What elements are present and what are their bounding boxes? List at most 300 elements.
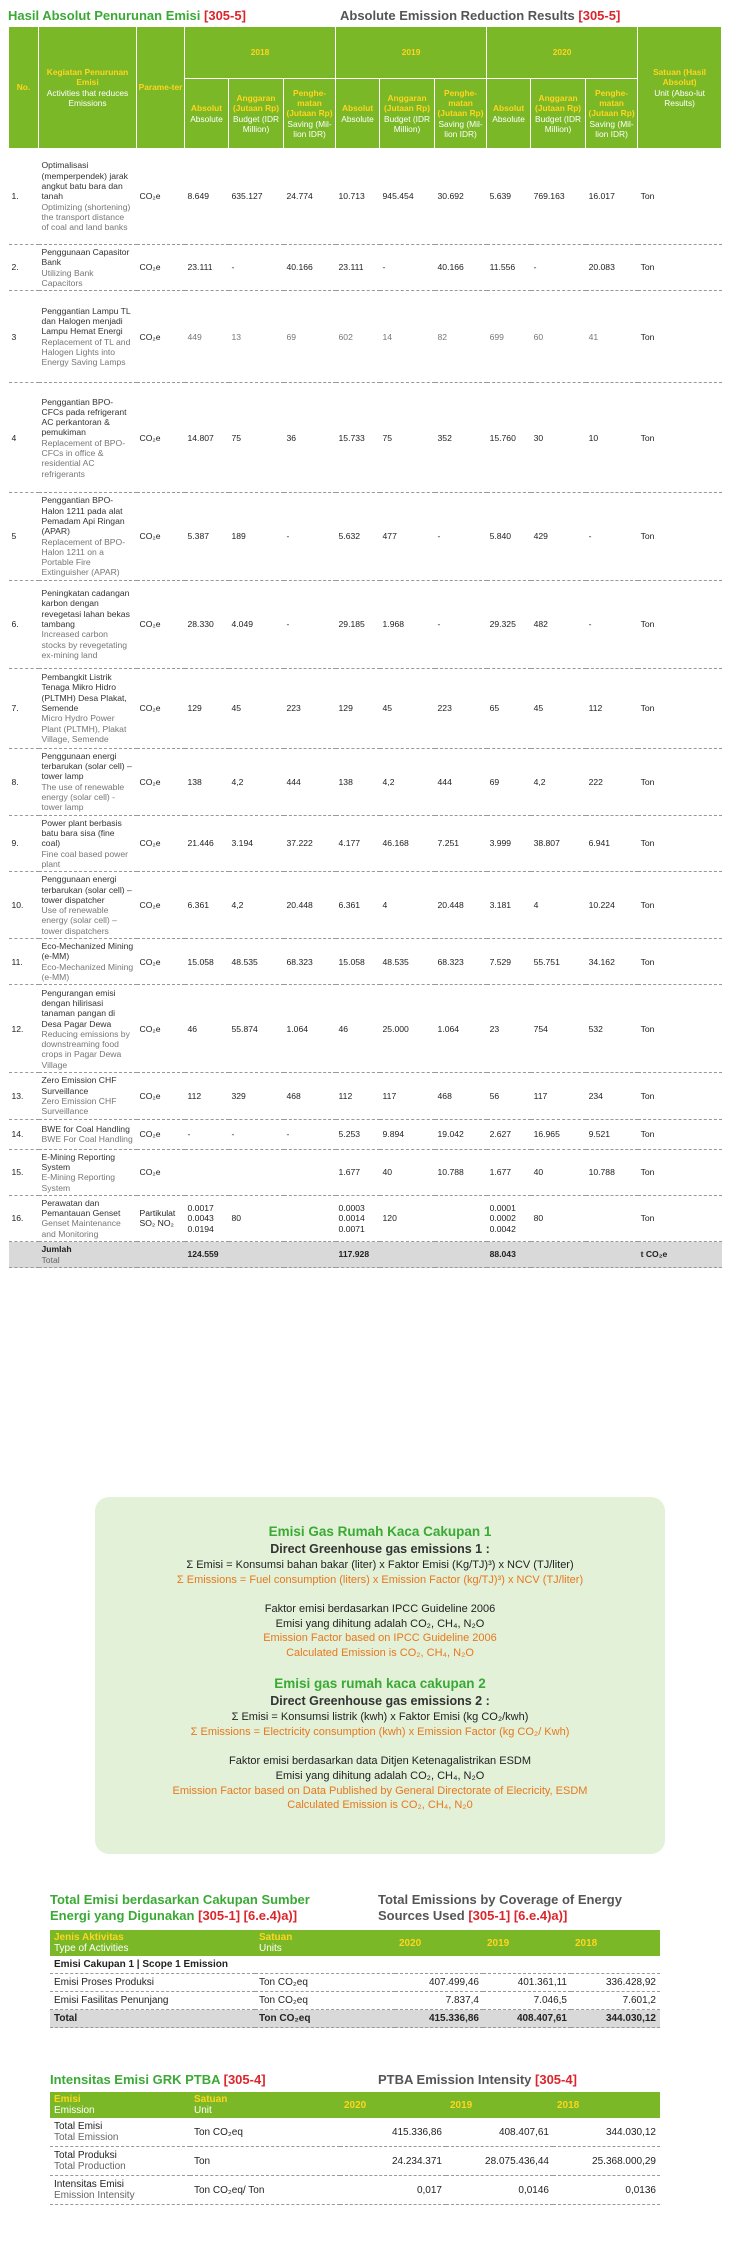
row-value: 138 [336, 748, 380, 815]
scope2-note-1: Faktor emisi berdasarkan data Ditjen Ketenagalistrikan ESDM [228, 1754, 532, 1767]
scope1-note-2: Emisi yang dihitung adalah CO₂, CH₄, N₂O [275, 1617, 485, 1630]
row-value: - [284, 580, 336, 668]
t2-total-row [50, 2010, 660, 2028]
header-activity: Kegiatan Penurunan Emisi Activities that reduces Emissions [39, 27, 137, 149]
row-value: 40 [380, 1149, 435, 1195]
table-row [50, 1992, 660, 2010]
row-value: 7.529 [487, 939, 531, 985]
table-row [9, 1195, 722, 1241]
row-activity: Pengurangan emisi dengan hilirisasi tanaman pangan di Desa Pagar Dewa Reducing emissions by downstreaming food crops in Pagar Dewa Village [39, 985, 137, 1073]
table-row [9, 1073, 722, 1119]
row-value: 4,2 [380, 748, 435, 815]
row-value: 16.965 [531, 1119, 586, 1149]
t3-cell: 24.234.371 [340, 2147, 446, 2176]
row-parameter: CO₂e [137, 245, 185, 291]
row-value: - [185, 1119, 229, 1149]
t3-header-emission: Emisi Emission [50, 2092, 190, 2118]
t3-cell: 0,0136 [553, 2176, 660, 2205]
row-value: 129 [185, 668, 229, 748]
row-value: 112 [586, 668, 638, 748]
row-value: 30.692 [435, 149, 487, 245]
row-value: 13 [229, 291, 284, 383]
row-parameter: CO₂e [137, 668, 185, 748]
row-value: 3.181 [487, 872, 531, 939]
t2-cell: 7.046,5 [483, 1992, 571, 2010]
table-row [9, 580, 722, 668]
t3-cell: 0,0146 [446, 2176, 553, 2205]
row-no: 12. [9, 985, 39, 1073]
row-value: 25.000 [380, 985, 435, 1073]
table-row [9, 493, 722, 581]
row-value: 45 [229, 668, 284, 748]
row-value [229, 1149, 284, 1195]
row-value: 55.751 [531, 939, 586, 985]
t2-cell: 407.499,46 [395, 1974, 483, 1992]
row-value: 15.760 [487, 383, 531, 493]
t3-row-name: Total Produksi Total Production [50, 2147, 190, 2176]
row-parameter: CO₂e [137, 1149, 185, 1195]
row-activity: Perawatan dan Pemantauan Genset Genset Maintenance and Monitoring [39, 1195, 137, 1241]
scope1-note-1: Faktor emisi berdasarkan IPCC Guideline 2006 [264, 1602, 496, 1615]
row-value: 222 [586, 748, 638, 815]
subheader-budget: Anggaran (Jutaan Rp) Budget (IDR Million) [229, 79, 284, 149]
row-parameter: CO₂e [137, 580, 185, 668]
row-value: 23 [487, 985, 531, 1073]
row-value: 45 [380, 668, 435, 748]
subheader-saving: Penghe-matan (Jutaan Rp) Saving (Mil-lion IDR) [435, 79, 487, 149]
subheader-saving: Penghe-matan (Jutaan Rp) Saving (Mil-lion IDR) [284, 79, 336, 149]
row-activity: Eco-Mechanized Mining (e-MM) Eco-Mechanized Mining (e-MM) [39, 939, 137, 985]
row-activity: Penggunaan energi terbarukan (solar cell) – tower dispatcher Use of renewable energy (solar cell) – tower dispatchers [39, 872, 137, 939]
row-no: 15. [9, 1149, 39, 1195]
row-value: 40.166 [435, 245, 487, 291]
row-value: 112 [185, 1073, 229, 1119]
scope2-heading-en: Direct Greenhouse gas emissions 2 : [270, 1694, 490, 1709]
row-value: 56 [487, 1073, 531, 1119]
row-value: 48.535 [229, 939, 284, 985]
section1-title-en: Absolute Emission Reduction Results [305-5] [340, 8, 621, 23]
row-value: 4.049 [229, 580, 284, 668]
table-row [9, 383, 722, 493]
row-value: 1.968 [380, 580, 435, 668]
table-row [9, 1149, 722, 1195]
row-value: 4 [380, 872, 435, 939]
row-value: 6.941 [586, 815, 638, 872]
row-value: 23.111 [185, 245, 229, 291]
table-row [9, 985, 722, 1073]
row-value: 5.253 [336, 1119, 380, 1149]
total-label: Jumlah Total [39, 1242, 137, 1268]
row-value: 5.840 [487, 493, 531, 581]
t3-header-unit: Satuan Unit [190, 2092, 340, 2118]
row-value: 23.111 [336, 245, 380, 291]
t2-row-name: Emisi Proses Produksi [50, 1974, 255, 1992]
row-value [435, 1195, 487, 1241]
row-value: 223 [284, 668, 336, 748]
subheader-budget: Anggaran (Jutaan Rp) Budget (IDR Million) [531, 79, 586, 149]
t3-cell: 408.407,61 [446, 2118, 553, 2147]
row-value: 5.632 [336, 493, 380, 581]
row-value: 189 [229, 493, 284, 581]
scope1-note-4: Calculated Emission is CO₂, CH₄, N₂O [286, 1647, 474, 1660]
row-value: 20.083 [586, 245, 638, 291]
row-value: 15.058 [185, 939, 229, 985]
row-no: 5 [9, 493, 39, 581]
row-value: 0.0017 0.0043 0.0194 [185, 1195, 229, 1241]
row-value: - [380, 245, 435, 291]
emission-reduction-table [8, 26, 722, 1268]
t3-header-2018: 2018 [553, 2092, 660, 2118]
row-value: - [435, 493, 487, 581]
row-value: 60 [531, 291, 586, 383]
t3-cell: 28.075.436,44 [446, 2147, 553, 2176]
row-parameter: CO₂e [137, 815, 185, 872]
row-value: 4,2 [229, 872, 284, 939]
row-parameter: CO₂e [137, 291, 185, 383]
row-value: 40.166 [284, 245, 336, 291]
row-no: 16. [9, 1195, 39, 1241]
t3-cell: 0,017 [340, 2176, 446, 2205]
scope1-heading: Emisi Gas Rumah Kaca Cakupan 1 [268, 1524, 492, 1539]
row-no: 13. [9, 1073, 39, 1119]
table-row [9, 1119, 722, 1149]
row-value: 1.064 [284, 985, 336, 1073]
row-parameter: Partikulat SO₂ NO₂ [137, 1195, 185, 1241]
row-value [586, 1195, 638, 1241]
header-year-2019: 2019 [336, 27, 487, 79]
row-value: 40 [531, 1149, 586, 1195]
table-row [50, 2118, 660, 2147]
scope1-note-3: Emission Factor based on IPCC Guideline 2006 [263, 1632, 497, 1645]
table-row [9, 939, 722, 985]
scope1-formula-id: Σ Emisi = Konsumsi bahan bakar (liter) x Faktor Emisi (Kg/TJ)³) x NCV (TJ/liter) [186, 1559, 574, 1572]
t2-total-cell: 415.336,86 [395, 2010, 483, 2028]
row-value: 6.361 [336, 872, 380, 939]
row-value: 14 [380, 291, 435, 383]
scope2-heading: Emisi gas rumah kaca cakupan 2 [274, 1676, 486, 1692]
row-value: 9.521 [586, 1119, 638, 1149]
row-value: 69 [487, 748, 531, 815]
row-value: 9.894 [380, 1119, 435, 1149]
t2-header-2020: 2020 [395, 1930, 483, 1956]
row-value: 8.649 [185, 149, 229, 245]
scope2-note-3: Emission Factor based on Data Published by General Directorate of Elecricity, ESDM [172, 1784, 588, 1797]
row-value: - [284, 493, 336, 581]
row-no: 11. [9, 939, 39, 985]
row-value: 80 [531, 1195, 586, 1241]
row-value: 37.222 [284, 815, 336, 872]
row-activity: Pembangkit Listrik Tenaga Mikro Hidro (PLTMH) Desa Plakat, Semende Micro Hydro Power Plant (PLTMH), Plakat Village, Semende [39, 668, 137, 748]
row-parameter: CO₂e [137, 985, 185, 1073]
row-value: 532 [586, 985, 638, 1073]
row-value: 2.627 [487, 1119, 531, 1149]
row-parameter: CO₂e [137, 149, 185, 245]
row-value: 4 [531, 872, 586, 939]
row-value: 10.713 [336, 149, 380, 245]
row-unit: Ton [638, 1119, 722, 1149]
row-activity: Penggantian BPO-Halon 1211 pada alat Pemadam Api Ringan (APAR) Replacement of BPO-Halon 1211 on a Portable Fire Extinguisher (APAR) [39, 493, 137, 581]
row-value: 468 [435, 1073, 487, 1119]
row-no: 7. [9, 668, 39, 748]
row-value: 11.556 [487, 245, 531, 291]
row-activity: BWE for Coal Handling BWE For Coal Handling [39, 1119, 137, 1149]
row-value: 429 [531, 493, 586, 581]
row-value: - [586, 493, 638, 581]
row-value: 120 [380, 1195, 435, 1241]
row-value: 0.0003 0.0014 0.0071 [336, 1195, 380, 1241]
row-no: 14. [9, 1119, 39, 1149]
table-row [9, 149, 722, 245]
row-value: 1.677 [487, 1149, 531, 1195]
scope2-formula-id: Σ Emisi = Konsumsi listrik (kwh) x Faktor Emisi (kg CO₂/kwh) [231, 1711, 529, 1724]
row-activity: Penggunaan Capasitor Bank Utilizing Bank Capacitors [39, 245, 137, 291]
row-value: - [435, 580, 487, 668]
row-unit: Ton [638, 872, 722, 939]
t2-row-unit: Ton CO₂eq [255, 1992, 395, 2010]
row-value: 41 [586, 291, 638, 383]
row-activity: Zero Emission CHF Surveillance Zero Emission CHF Surveillance [39, 1073, 137, 1119]
row-value: 6.361 [185, 872, 229, 939]
row-value: 21.446 [185, 815, 229, 872]
row-value: 482 [531, 580, 586, 668]
row-value: 14.807 [185, 383, 229, 493]
section2-title-en: Total Emissions by Coverage of Energy Sources Used [305-1] [6.e.4)a)] [378, 1892, 622, 1924]
row-unit: Ton [638, 815, 722, 872]
row-value: 38.807 [531, 815, 586, 872]
row-value: 36 [284, 383, 336, 493]
row-value: 75 [380, 383, 435, 493]
t2-total-cell: 344.030,12 [571, 2010, 660, 2028]
row-value: 3.999 [487, 815, 531, 872]
t3-header-2020: 2020 [340, 2092, 446, 2118]
row-value: 138 [185, 748, 229, 815]
total-row [9, 1242, 722, 1268]
section3-title-en: PTBA Emission Intensity [305-4] [378, 2072, 577, 2087]
row-unit: Ton [638, 493, 722, 581]
t3-row-unit: Ton CO₂eq [190, 2118, 340, 2147]
emission-intensity-table [50, 2092, 660, 2205]
row-value: 769.163 [531, 149, 586, 245]
header-year-2018: 2018 [185, 27, 336, 79]
subheader-abs: Absolut Absolute [487, 79, 531, 149]
row-parameter: CO₂e [137, 1073, 185, 1119]
total-2020: 88.043 [487, 1242, 531, 1268]
total-unit: t CO₂e [638, 1242, 722, 1268]
t2-cell: 336.428,92 [571, 1974, 660, 1992]
row-activity: Optimalisasi (memperpendek) jarak angkut batu bara dan tanah Optimizing (shortening) the transport distance of coal and land banks [39, 149, 137, 245]
scope1-heading-en: Direct Greenhouse gas emissions 1 : [270, 1542, 490, 1557]
row-no: 8. [9, 748, 39, 815]
scope1-formula-en: Σ Emissions = Fuel consumption (liters) x Emission Factor (kg/TJ)³) x NCV (TJ/liter) [176, 1573, 584, 1586]
t3-cell: 344.030,12 [553, 2118, 660, 2147]
row-value: 945.454 [380, 149, 435, 245]
row-value: 15.058 [336, 939, 380, 985]
row-value: 28.330 [185, 580, 229, 668]
t2-row-name: Emisi Fasilitas Penunjang [50, 1992, 255, 2010]
row-value: 4,2 [531, 748, 586, 815]
section1-title-id: Hasil Absolut Penurunan Emisi [305-5] [8, 8, 246, 23]
header-unit: Satuan (Hasil Absolut) Unit (Abso-lut Results) [638, 27, 722, 149]
row-value: 5.639 [487, 149, 531, 245]
row-value: 45 [531, 668, 586, 748]
row-activity: Peningkatan cadangan karbon dengan revegetasi lahan bekas tambang Increased carbon stocks by revegetating ex-mining land [39, 580, 137, 668]
row-value: 82 [435, 291, 487, 383]
row-value: 602 [336, 291, 380, 383]
row-parameter: CO₂e [137, 1119, 185, 1149]
row-no: 9. [9, 815, 39, 872]
row-value: 635.127 [229, 149, 284, 245]
header-parameter: Parame-ter [137, 27, 185, 149]
row-value: 329 [229, 1073, 284, 1119]
row-unit: Ton [638, 748, 722, 815]
row-value: 55.874 [229, 985, 284, 1073]
row-unit: Ton [638, 668, 722, 748]
t2-total-unit: Ton CO₂eq [255, 2010, 395, 2028]
row-value: 16.017 [586, 149, 638, 245]
row-value: 754 [531, 985, 586, 1073]
row-value: 223 [435, 668, 487, 748]
row-no: 6. [9, 580, 39, 668]
table-row [9, 872, 722, 939]
row-unit: Ton [638, 939, 722, 985]
emission-formula-box [95, 1497, 665, 1854]
t3-cell: 25.368.000,29 [553, 2147, 660, 2176]
row-no: 10. [9, 872, 39, 939]
table-row [50, 2176, 660, 2205]
row-unit: Ton [638, 149, 722, 245]
subheader-abs: Absolut Absolute [185, 79, 229, 149]
row-value: 477 [380, 493, 435, 581]
t2-header-type: Jenis Aktivitas Type of Activities [50, 1930, 255, 1956]
row-value: 117 [531, 1073, 586, 1119]
row-no: 2. [9, 245, 39, 291]
t3-row-unit: Ton CO₂eq/ Ton [190, 2176, 340, 2205]
row-unit: Ton [638, 291, 722, 383]
row-value: 10 [586, 383, 638, 493]
t2-cell: 401.361,11 [483, 1974, 571, 1992]
t2-header-2019: 2019 [483, 1930, 571, 1956]
row-value: 29.325 [487, 580, 531, 668]
row-parameter: CO₂e [137, 748, 185, 815]
t2-total-name: Total [50, 2010, 255, 2028]
total-2019: 117.928 [336, 1242, 380, 1268]
scope2-formula-en: Σ Emissions = Electricity consumption (kwh) x Emission Factor (kg CO₂/ Kwh) [190, 1726, 570, 1739]
row-value: 24.774 [284, 149, 336, 245]
row-value: 69 [284, 291, 336, 383]
row-value: 68.323 [435, 939, 487, 985]
row-value: 15.733 [336, 383, 380, 493]
table-row [50, 2147, 660, 2176]
row-no: 4 [9, 383, 39, 493]
t3-header-2019: 2019 [446, 2092, 553, 2118]
row-parameter: CO₂e [137, 872, 185, 939]
table-row [9, 815, 722, 872]
row-no: 1. [9, 149, 39, 245]
row-no: 3 [9, 291, 39, 383]
row-value: 1.064 [435, 985, 487, 1073]
row-value: 80 [229, 1195, 284, 1241]
row-value: 10.224 [586, 872, 638, 939]
row-parameter: CO₂e [137, 383, 185, 493]
row-value: 129 [336, 668, 380, 748]
t2-cell: 7.837,4 [395, 1992, 483, 2010]
t3-row-name: Total Emisi Total Emission [50, 2118, 190, 2147]
row-value: 4,2 [229, 748, 284, 815]
row-parameter: CO₂e [137, 493, 185, 581]
row-value: 48.535 [380, 939, 435, 985]
row-value: 10.788 [435, 1149, 487, 1195]
row-value: 20.448 [284, 872, 336, 939]
table-row [9, 748, 722, 815]
row-value: 449 [185, 291, 229, 383]
header-no: No. [9, 27, 39, 149]
row-unit: Ton [638, 245, 722, 291]
row-value: 3.194 [229, 815, 284, 872]
section2-title-id: Total Emisi berdasarkan Cakupan Sumber Energi yang Digunakan [305-1] [6.e.4)a)] [50, 1892, 310, 1924]
row-unit: Ton [638, 383, 722, 493]
t3-cell: 415.336,86 [340, 2118, 446, 2147]
scope2-note-4: Calculated Emission is CO₂, CH₄, N₂0 [287, 1799, 473, 1812]
subheader-abs: Absolut Absolute [336, 79, 380, 149]
row-value: 7.251 [435, 815, 487, 872]
row-value: 30 [531, 383, 586, 493]
t3-row-unit: Ton [190, 2147, 340, 2176]
row-value: - [284, 1119, 336, 1149]
row-unit: Ton [638, 985, 722, 1073]
section3-title-id: Intensitas Emisi GRK PTBA [305-4] [50, 2072, 266, 2087]
subheader-saving: Penghe-matan (Jutaan Rp) Saving (Mil-lion IDR) [586, 79, 638, 149]
total-2018: 124.559 [185, 1242, 229, 1268]
t2-cell: 7.601,2 [571, 1992, 660, 2010]
row-value: - [586, 580, 638, 668]
t2-total-cell: 408.407,61 [483, 2010, 571, 2028]
t2-scope-label: Emisi Cakupan 1 | Scope 1 Emission [50, 1956, 660, 1974]
scope2-note-2: Emisi yang dihitung adalah CO₂, CH₄, N₂O [275, 1769, 485, 1782]
row-value: 68.323 [284, 939, 336, 985]
row-value: - [531, 245, 586, 291]
row-value: 0.0001 0.0002 0.0042 [487, 1195, 531, 1241]
row-value [284, 1149, 336, 1195]
row-value: 4.177 [336, 815, 380, 872]
row-value: 117 [380, 1073, 435, 1119]
row-value: 5.387 [185, 493, 229, 581]
row-value: 699 [487, 291, 531, 383]
row-value: 19.042 [435, 1119, 487, 1149]
subheader-budget: Anggaran (Jutaan Rp) Budget (IDR Million) [380, 79, 435, 149]
t2-header-2018: 2018 [571, 1930, 660, 1956]
row-activity: Power plant berbasis batu bara sisa (fine coal) Fine coal based power plant [39, 815, 137, 872]
total-emission-table [50, 1930, 660, 2028]
row-value: 10.788 [586, 1149, 638, 1195]
row-value: - [229, 1119, 284, 1149]
row-unit: Ton [638, 1149, 722, 1195]
table-row [9, 245, 722, 291]
row-parameter: CO₂e [137, 939, 185, 985]
t3-row-name: Intensitas Emisi Emission Intensity [50, 2176, 190, 2205]
row-unit: Ton [638, 580, 722, 668]
row-value: 75 [229, 383, 284, 493]
row-value: 46 [185, 985, 229, 1073]
table-row [50, 1974, 660, 1992]
row-value: 29.185 [336, 580, 380, 668]
row-value: 46.168 [380, 815, 435, 872]
row-value: 352 [435, 383, 487, 493]
row-activity: Penggantian BPO-CFCs pada refrigerant AC perkantoran & pemukiman Replacement of BPO-CFCs in office & residential AC refrigerants [39, 383, 137, 493]
row-activity: Penggantian Lampu TL dan Halogen menjadi Lampu Hemat Energi Replacement of TL and Halogen Lights into Energy Saving Lamps [39, 291, 137, 383]
row-unit: Ton [638, 1073, 722, 1119]
header-year-2020: 2020 [487, 27, 638, 79]
t2-header-unit: Satuan Units [255, 1930, 395, 1956]
